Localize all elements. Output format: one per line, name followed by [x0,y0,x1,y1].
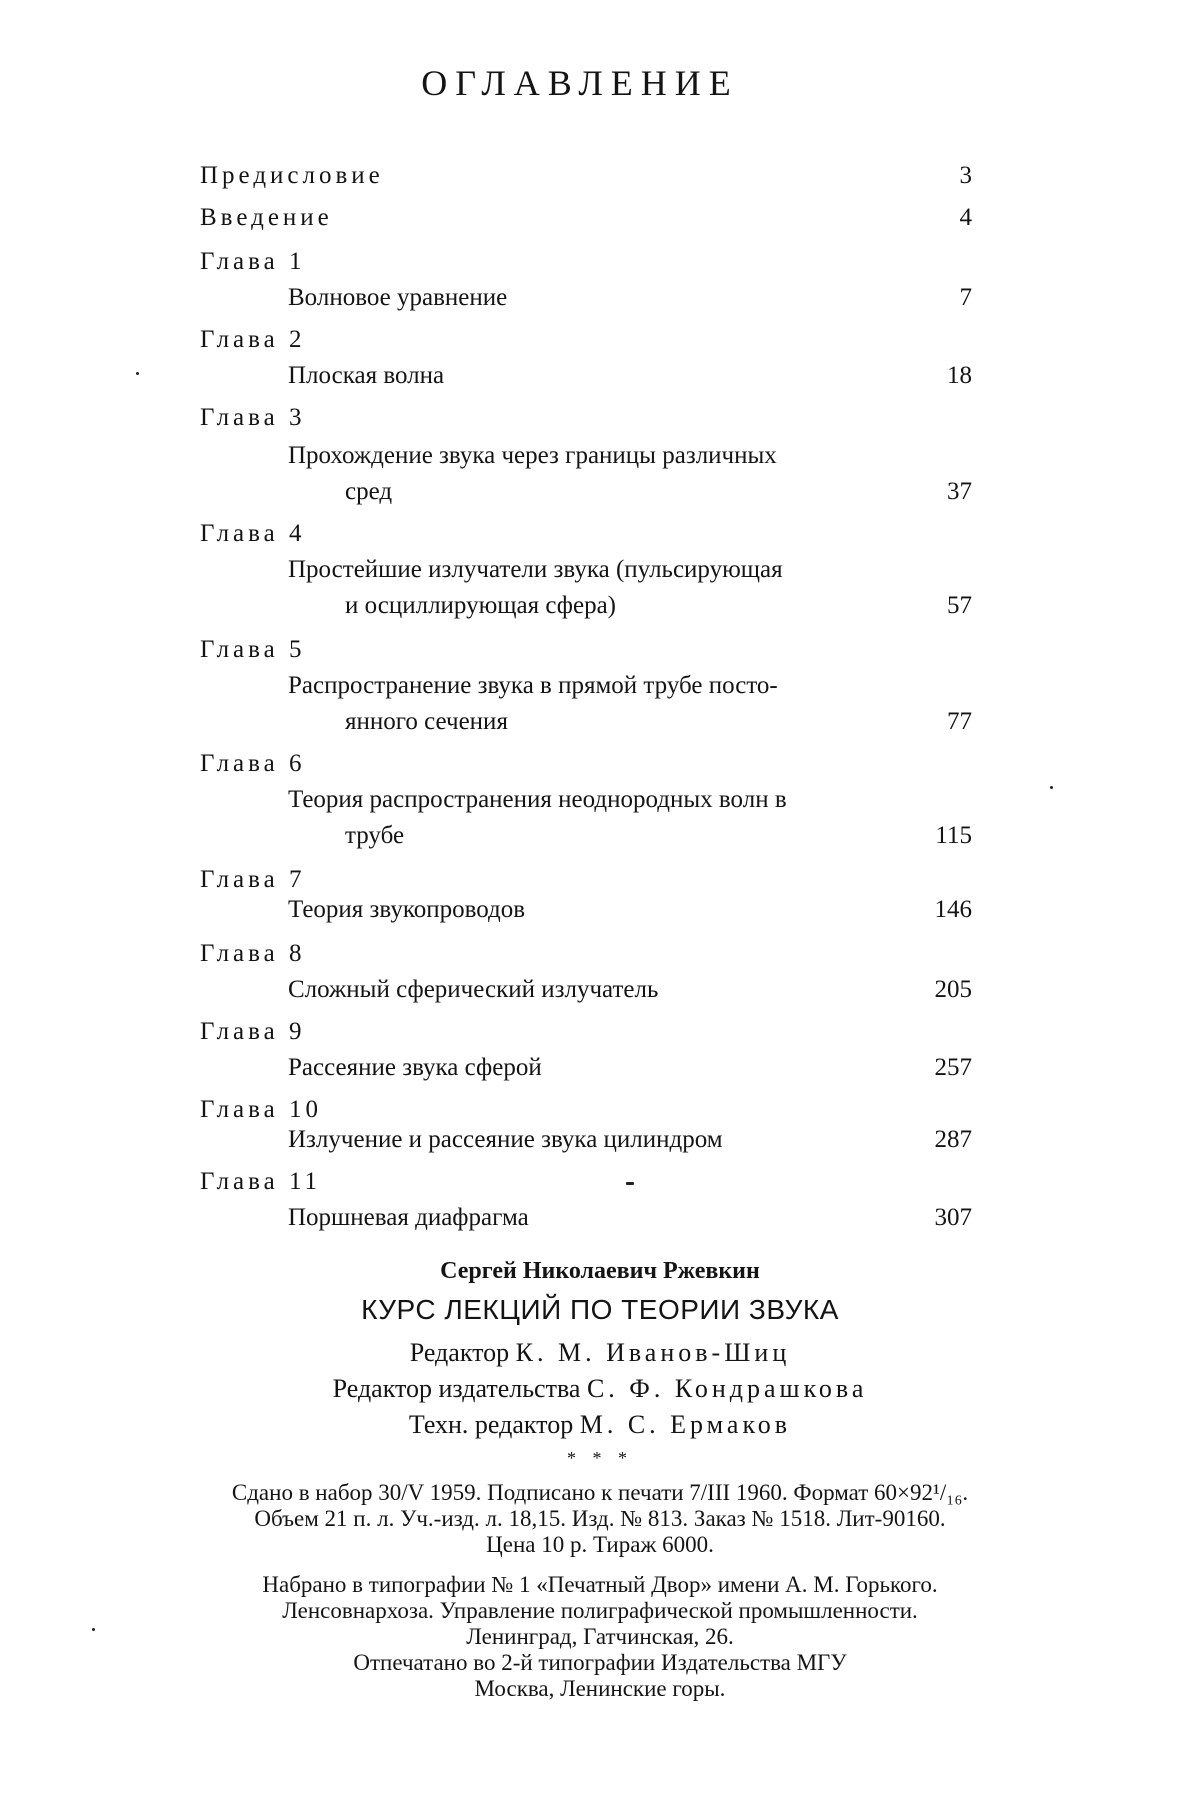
chapter-title: Распространение звука в прямой трубе посто- [288,672,778,699]
chapter-label: Глава 1 [200,248,306,275]
scan-speck [92,1628,95,1631]
tech-editor-role: Техн. редактор [408,1410,574,1439]
publishing-editor-role: Редактор издательства [332,1374,581,1403]
chapter-label: Глава 6 [200,750,306,777]
scan-speck [626,1182,634,1185]
chapter-title-continuation: сред [345,478,393,505]
chapter-title: Простейшие излучатели звука (пульсирующая [288,556,783,583]
chapter-title-continuation: янного сечения [345,708,508,735]
chapter-page: 257 [934,1054,972,1081]
chapter-page: 287 [934,1126,972,1153]
chapter-title: Рассеяние звука сферой [288,1054,542,1081]
editor-name: К. М. Иванов-Шиц [515,1338,791,1367]
scan-speck [136,372,139,375]
editor-role: Редактор [409,1338,510,1367]
chapter-title: Сложный сферический излучатель [288,976,659,1003]
printer-line: Москва, Ленинские горы. [474,1676,726,1701]
print-line: Сдано в набор 30/V 1959. Подписано к печати 7/III 1960. Формат 60×92¹/₁₆. [231,1480,969,1505]
chapter-page: 307 [934,1204,972,1231]
chapter-label: Глава 4 [200,520,306,547]
toc-introduction-label: Введение [200,204,333,231]
publishing-editor-credit [0,1374,1200,1404]
chapter-label: Глава 2 [200,326,306,353]
chapter-title: Поршневая диафрагма [288,1204,529,1231]
chapter-label: Глава 5 [200,636,306,663]
chapter-page: 37 [947,478,972,505]
book-title: КУРС ЛЕКЦИЙ ПО ТЕОРИИ ЗВУКА [361,1294,839,1325]
chapter-label: Глава 11 [200,1168,322,1195]
toc-title: ОГЛАВЛЕНИЕ [421,63,739,103]
publishing-editor-name: С. Ф. Кондрашкова [586,1374,868,1403]
printer-line: Ленинград, Гатчинская, 26. [466,1624,734,1649]
chapter-label: Глава 3 [200,404,306,431]
scan-speck [1050,786,1053,789]
separator-stars: * * * [567,1448,633,1468]
chapter-title: Теория звукопроводов [288,896,526,923]
toc-introduction-page: 4 [959,204,972,231]
chapter-page: 7 [959,284,972,311]
toc-preface-page: 3 [959,162,972,189]
chapter-page: 146 [934,896,972,923]
print-line: Объем 21 п. л. Уч.-изд. л. 18,15. Изд. № 813. Заказ № 1518. Лит-90160. [254,1506,946,1531]
chapter-title: Прохождение звука через границы различных [288,442,777,469]
editor-credit [0,1338,1200,1368]
chapter-title-continuation: и осциллирующая сфера) [345,592,616,619]
chapter-title-continuation: трубе [345,822,405,849]
chapter-page: 18 [947,362,972,389]
chapter-title: Волновое уравнение [288,284,508,311]
chapter-page: 115 [935,822,972,849]
chapter-label: Глава 10 [200,1096,322,1123]
chapter-label: Глава 9 [200,1018,306,1045]
toc-preface-label: Предисловие [200,162,384,189]
printer-line: Отпечатано во 2-й типографии Издательства МГУ [353,1650,847,1675]
chapter-label: Глава 7 [200,866,306,893]
chapter-title: Излучение и рассеяние звука цилиндром [288,1126,723,1153]
chapter-title: Плоская волна [288,362,445,389]
chapter-label: Глава 8 [200,940,306,967]
chapter-page: 57 [947,592,972,619]
author-name: Сергей Николаевич Ржевкин [440,1258,760,1284]
chapter-page: 205 [934,976,972,1003]
tech-editor-name: М. С. Ермаков [579,1410,792,1439]
printer-line: Ленсовнархоза. Управление полиграфической промышленности. [282,1598,918,1623]
printer-line: Набрано в типографии № 1 «Печатный Двор» имени А. М. Горького. [262,1572,938,1597]
chapter-page: 77 [947,708,972,735]
tech-editor-credit [0,1410,1200,1440]
print-line: Цена 10 р. Тираж 6000. [486,1532,714,1557]
chapter-title: Теория распространения неоднородных волн в [288,786,787,813]
